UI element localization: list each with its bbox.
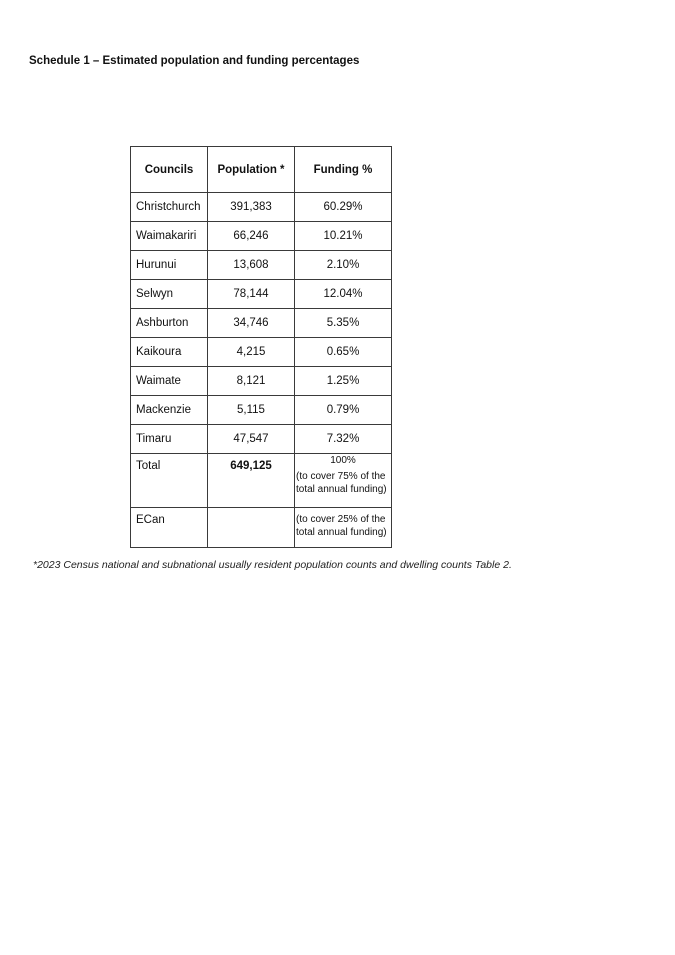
funding-value: 5.35% (295, 309, 392, 338)
funding-value: 10.21% (295, 222, 392, 251)
ecan-funding-note: (to cover 25% of the total annual funding) (296, 514, 387, 538)
total-funding-note: (to cover 75% of the total annual funding) (296, 471, 387, 495)
population-value: 4,215 (208, 338, 295, 367)
population-funding-table (130, 146, 392, 548)
header-funding: Funding % (295, 147, 392, 193)
table-row (131, 309, 392, 338)
census-footnote: *2023 Census national and subnational usually resident population counts and dwelling counts Table 2. (33, 559, 512, 571)
council-name: Waimate (131, 367, 208, 396)
funding-value: 0.79% (295, 396, 392, 425)
table-row (131, 396, 392, 425)
ecan-funding-cell (295, 508, 392, 548)
funding-value: 0.65% (295, 338, 392, 367)
ecan-population-value (208, 508, 295, 548)
ecan-row (131, 508, 392, 548)
population-value: 34,746 (208, 309, 295, 338)
total-funding-cell (295, 454, 392, 508)
funding-value: 7.32% (295, 425, 392, 454)
table-row (131, 338, 392, 367)
population-value: 8,121 (208, 367, 295, 396)
council-name: Kaikoura (131, 338, 208, 367)
total-funding-percent: 100% (330, 455, 356, 466)
header-councils: Councils (131, 147, 208, 193)
council-name: Christchurch (131, 193, 208, 222)
population-value: 66,246 (208, 222, 295, 251)
population-value: 13,608 (208, 251, 295, 280)
table-row (131, 251, 392, 280)
funding-value: 2.10% (295, 251, 392, 280)
council-name: Mackenzie (131, 396, 208, 425)
council-name: Selwyn (131, 280, 208, 309)
header-population: Population * (208, 147, 295, 193)
council-name: Ashburton (131, 309, 208, 338)
population-value: 391,383 (208, 193, 295, 222)
table-row (131, 280, 392, 309)
ecan-label: ECan (131, 508, 208, 548)
population-value: 47,547 (208, 425, 295, 454)
table-row (131, 193, 392, 222)
table-row (131, 367, 392, 396)
council-name: Timaru (131, 425, 208, 454)
funding-value: 1.25% (295, 367, 392, 396)
total-row (131, 454, 392, 508)
council-name: Hurunui (131, 251, 208, 280)
population-value: 5,115 (208, 396, 295, 425)
page-title: Schedule 1 – Estimated population and funding percentages (29, 55, 360, 67)
funding-value: 12.04% (295, 280, 392, 309)
population-value: 78,144 (208, 280, 295, 309)
council-name: Waimakariri (131, 222, 208, 251)
table-row (131, 222, 392, 251)
table-header-row (131, 147, 392, 193)
funding-value: 60.29% (295, 193, 392, 222)
total-population-value: 649,125 (208, 454, 295, 508)
table-row (131, 425, 392, 454)
total-label: Total (131, 454, 208, 508)
